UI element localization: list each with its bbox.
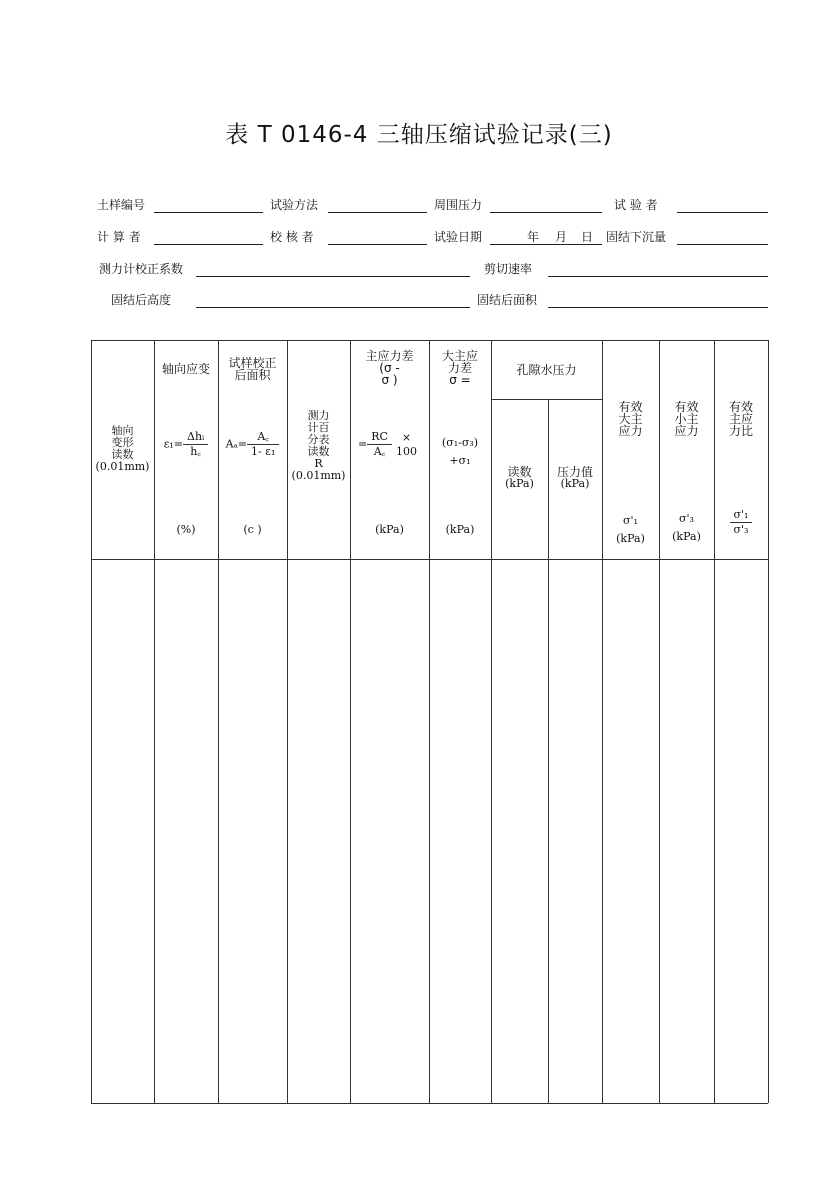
header-pore-pressure: 孔隙水压力 <box>516 363 577 377</box>
unit-major-stress: (kPa) <box>445 523 475 536</box>
header-dial-reading: 测力 计百 分表 读数 R (0.01mm) <box>291 409 346 482</box>
field-dynamometer-coef[interactable] <box>196 262 470 277</box>
sym-eff-major: σ'₁ (kPa) <box>616 514 645 545</box>
field-shear-rate[interactable] <box>548 262 768 277</box>
field-area-after[interactable] <box>548 293 768 308</box>
header-corrected-area: 试样校正 后面积 <box>228 356 277 382</box>
field-confining-pressure[interactable] <box>490 198 602 213</box>
label-checker: 校 核 者 <box>270 230 314 244</box>
header-eff-major: 有效 大主 应力 <box>618 400 643 438</box>
header-axial-deformation: 轴向 变形 读数 (0.01mm) <box>95 424 150 473</box>
label-height-after: 固结后高度 <box>111 293 172 307</box>
header-pore-reading: 读数 (kPa) <box>505 465 534 490</box>
formula-eff-ratio: $\frac{\text{σ'₁}}{\text{σ'₃}}$ <box>714 508 768 537</box>
header-pore-value: 压力值 (kPa) <box>556 465 593 490</box>
label-year: 年 <box>527 230 540 244</box>
label-shear-rate: 剪切速率 <box>484 262 533 276</box>
field-calculator[interactable] <box>154 230 263 245</box>
page-title: 表 T 0146-4 三轴压缩试验记录(三) <box>225 122 613 148</box>
label-tester: 试 验 者 <box>614 198 658 212</box>
label-area-after: 固结后面积 <box>477 293 538 307</box>
field-tester[interactable] <box>677 198 768 213</box>
table-body-empty[interactable] <box>92 560 768 1103</box>
label-calculator: 计 算 者 <box>97 230 141 244</box>
sym-eff-minor: σ'₃ (kPa) <box>672 512 701 543</box>
field-test-method[interactable] <box>328 198 427 213</box>
label-confining-pressure: 周围压力 <box>434 198 483 212</box>
formula-axial-strain: ε₁= $\frac{\text{Δhᵢ}}{h꜀}$ <box>154 430 218 459</box>
header-eff-ratio: 有效 主应 力比 <box>728 400 753 438</box>
field-checker[interactable] <box>328 230 427 245</box>
label-day: 日 <box>581 230 594 244</box>
unit-corrected-area: (c ) <box>243 523 262 536</box>
formula-major-stress: (σ₁-σ₃) +σ₁ <box>441 436 479 467</box>
unit-deviator-stress: (kPa) <box>375 523 404 536</box>
field-consol-settlement[interactable] <box>677 230 768 245</box>
header-axial-strain: 轴向应变 <box>161 362 210 376</box>
label-dynamometer-coef: 测力计校正系数 <box>99 262 184 276</box>
field-height-after[interactable] <box>196 293 470 308</box>
header-major-stress: 大主应 力差 σ = <box>441 349 478 387</box>
label-test-method: 试验方法 <box>270 198 319 212</box>
formula-corrected-area: Aₐ= $\frac{A꜀}{\text{1- ε₁}}$ <box>218 430 287 459</box>
unit-axial-strain: (%) <box>176 523 196 536</box>
formula-deviator-stress: = $\frac{RC}{A꜀}$ × 100 <box>358 430 417 458</box>
label-month: 月 <box>555 230 568 244</box>
header-deviator-stress: 主应力差 (σ - σ ) <box>365 349 414 387</box>
label-sample-no: 土样编号 <box>97 198 146 212</box>
field-sample-no[interactable] <box>154 198 263 213</box>
label-test-date: 试验日期 <box>434 230 483 244</box>
label-consol-settlement: 固结下沉量 <box>606 230 667 244</box>
header-eff-minor: 有效 小主 应力 <box>674 400 699 438</box>
